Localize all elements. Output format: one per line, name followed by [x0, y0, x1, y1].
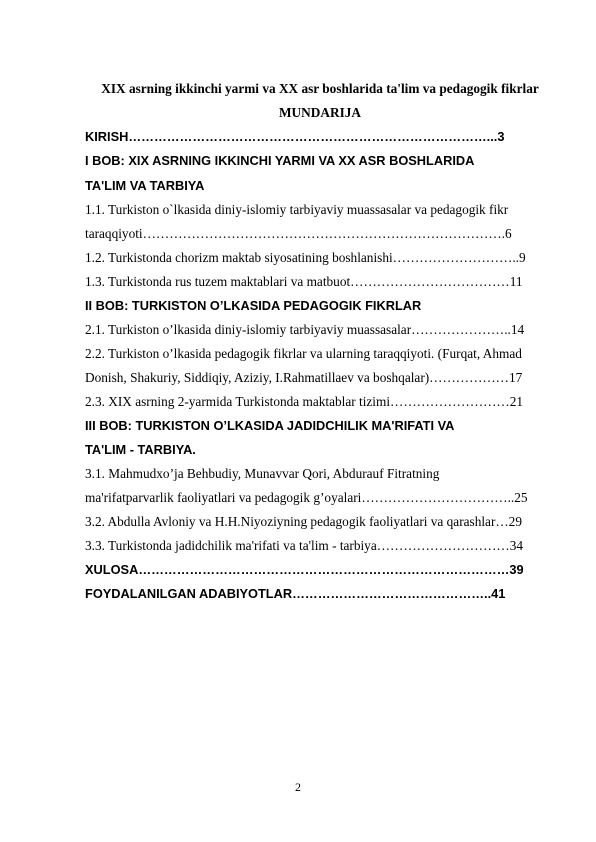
- toc-entry-3-2: 3.2. Abdulla Avloniy va H.H.Niyoziyning pedagogik faoliyatlari va qarashlar…29: [85, 514, 522, 529]
- toc-entry-kirish: KIRISH…………………………………………………………………………...3: [85, 129, 505, 144]
- toc-chapter-1-heading: I BOB: XIX ASRNING IKKINCHI YARMI VA XX ASR BOSHLARIDA: [85, 153, 475, 168]
- toc-entry-2-2: 2.2. Turkiston o’lkasida pedagogik fikrlar va ularning taraqqiyoti. (Furqat, Ahmad: [85, 346, 522, 361]
- page-number: 2: [295, 780, 301, 794]
- toc-chapter-2-heading: II BOB: TURKISTON O’LKASIDA PEDAGOGIK FIKRLAR: [85, 298, 422, 313]
- toc-entry-1-1: 1.1. Turkiston o`lkasida diniy-islomiy tarbiyaviy muassasalar va pedagogik fikr: [85, 202, 509, 217]
- toc-entry-1-2: 1.2. Turkistonda chorizm maktab siyosatining boshlanishi………………………..9: [85, 250, 526, 265]
- toc-entry-3-1-cont: ma'rifatparvarlik faoliyatlari va pedagogik g’oyalari……………………………..25: [85, 490, 528, 505]
- document-title: XIX asrning ikkinchi yarmi va XX asr boshlarida ta'lim va pedagogik fikrlar: [101, 81, 539, 96]
- toc-entry-3-3: 3.3. Turkistonda jadidchilik ma'rifati va ta'lim - tarbiya…………………………34: [85, 538, 523, 553]
- toc-chapter-1-heading-cont: TA'LIM VA TARBIYA: [85, 178, 205, 193]
- toc-chapter-3-heading: III BOB: TURKISTON O’LKASIDA JADIDCHILIK MA'RIFATI VA: [85, 418, 455, 433]
- toc-entry-1-1-cont: taraqqiyoti……………………………………………………………………….6: [85, 226, 512, 241]
- toc-entry-2-2-cont: Donish, Shakuriy, Siddiqiy, Aziziy, I.Rahmatillaev va boshqalar)………………17: [85, 370, 523, 385]
- toc-entry-1-3: 1.3. Turkistonda rus tuzem maktablari va matbuot………………………………11: [85, 274, 523, 289]
- toc-entry-foydalanilgan-adabiyotlar: FOYDALANILGAN ADABIYOTLAR………………………………………..41: [85, 586, 506, 601]
- toc-entry-xulosa: XULOSA……………………………………………………………………………39: [85, 562, 524, 577]
- toc-heading: MUNDARIJA: [279, 105, 361, 120]
- toc-entry-3-1: 3.1. Mahmudxo’ja Behbudiy, Munavvar Qori, Abdurauf Fitratning: [85, 466, 440, 481]
- toc-entry-2-3: 2.3. XIX asrning 2-yarmida Turkistonda maktablar tizimi………………………21: [85, 394, 524, 409]
- toc-chapter-3-heading-cont: TA'LIM - TARBIYA.: [85, 442, 196, 457]
- toc-entry-2-1: 2.1. Turkiston o’lkasida diniy-islomiy tarbiyaviy muassasalar…………………..14: [85, 322, 525, 337]
